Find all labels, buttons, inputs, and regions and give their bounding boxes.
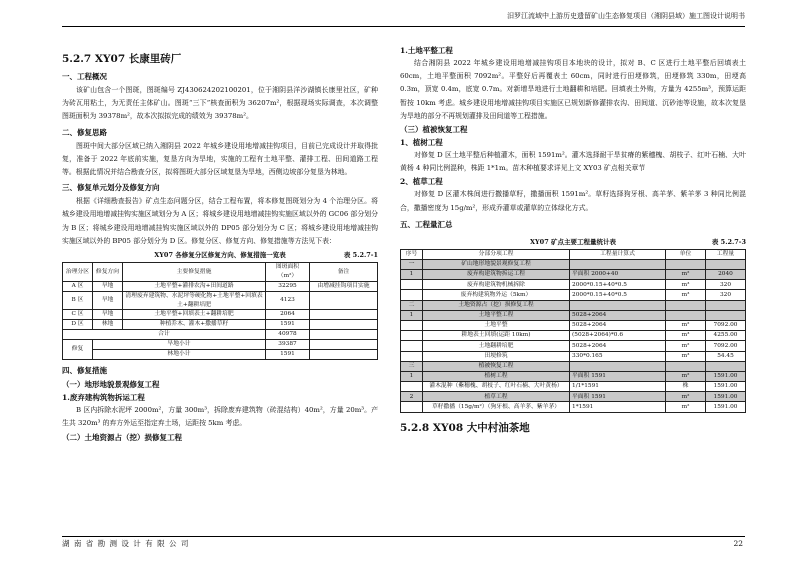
table-header-cell: 工程量 xyxy=(706,249,746,259)
table-cell xyxy=(401,382,423,392)
table-cell xyxy=(666,310,706,320)
table-cell: 平面积 1591 xyxy=(570,392,666,402)
heading-demolition: 1.废弃建构筑物拆运工程 xyxy=(62,393,145,403)
page-number: 22 xyxy=(733,539,743,548)
table-cell: 合计 xyxy=(63,330,266,340)
table-cell xyxy=(310,292,378,310)
paragraph-demolition: B 区内拆除水泥坪 2000m²，方量 300m³，拆除废弃建筑物（砖混结构）40m²，方量 20m³。产生共 320m³ 的弃方外运至指定弃土场，运距按 5km 考虑。 xyxy=(62,406,378,428)
table-cell: 土地平整+回填表土+翻耕培肥 xyxy=(123,310,266,320)
table-cell: m³ xyxy=(666,280,706,290)
table-cell: 1 xyxy=(401,371,423,381)
heading-measures: 四、修复措施 xyxy=(62,366,107,376)
table-cell: D 区 xyxy=(63,320,93,330)
table-row xyxy=(401,320,746,330)
table-row xyxy=(401,290,746,300)
heading-quantities: 五、工程量汇总 xyxy=(400,219,453,229)
section-title: 5.2.7 XY07 长康里砖厂 xyxy=(62,53,182,65)
table-row xyxy=(401,371,746,381)
table-cell: 2 xyxy=(401,392,423,402)
table-cell: 2064 xyxy=(266,310,310,320)
header-title: 汨罗江流域中上游历史遗留矿山生态修复项目（湘阴县域）施工图设计说明书 xyxy=(507,12,745,20)
table-cell: 林地小计 xyxy=(93,350,266,360)
table-cell xyxy=(706,310,746,320)
table-cell: 株 xyxy=(666,382,706,392)
table-row xyxy=(401,331,746,341)
table-row xyxy=(401,361,746,371)
heading-grass: 2、植草工程 xyxy=(400,177,443,187)
table-row xyxy=(401,270,746,280)
table2-number: 表 5.2.7-3 xyxy=(711,237,746,246)
table-cell: 1591.00 xyxy=(706,371,746,381)
heading-landform: （一）地形地貌景观修复工程 xyxy=(62,380,160,390)
table2-caption xyxy=(400,237,746,248)
table-cell: B 区 xyxy=(63,292,93,310)
table-cell: 植草工程 xyxy=(423,392,570,402)
table-header-cell: 修复方向 xyxy=(93,263,123,282)
table-header-cell: 序号 xyxy=(401,249,423,259)
table-cell xyxy=(666,361,706,371)
table-cell xyxy=(310,310,378,320)
table-cell: 草籽撒播（15g/m²）（狗牙根、高羊茅、紫羊茅） xyxy=(423,402,570,412)
table-cell: 1*1591 xyxy=(570,402,666,412)
table-cell: 39387 xyxy=(266,340,310,350)
table-cell: 1591.00 xyxy=(706,382,746,392)
table-row xyxy=(401,351,746,361)
table-cell: (5028+2064)*0.6 xyxy=(570,331,666,341)
table-cell: m² xyxy=(666,270,706,280)
table-row xyxy=(63,310,378,320)
table-cell: 320 xyxy=(706,290,746,300)
table-cell: 一 xyxy=(401,259,423,269)
table-header-row xyxy=(401,249,746,259)
table-cell xyxy=(310,330,378,340)
table-cell xyxy=(570,361,666,371)
table-cell: 54.45 xyxy=(706,351,746,361)
table-header-cell: 备注 xyxy=(310,263,378,282)
table-row xyxy=(401,341,746,351)
table-cell: 2040 xyxy=(706,270,746,280)
table-cell: 平面积 2000+40 xyxy=(570,270,666,280)
table-cell: 耕地表土回填(运距 10km) xyxy=(423,331,570,341)
heading-vegetation: （三）植被恢复工程 xyxy=(400,125,468,135)
table-cell: 32295 xyxy=(266,282,310,292)
table-row xyxy=(401,402,746,412)
table-cell: 植被恢复工程 xyxy=(423,361,570,371)
table-header-cell: 工程量计算式 xyxy=(570,249,666,259)
table-cell: 土地平整 xyxy=(423,320,570,330)
table-cell: C 区 xyxy=(63,310,93,320)
table-cell: 废弃构建筑物外运（5km） xyxy=(423,290,570,300)
table-cell: 1591 xyxy=(266,350,310,360)
table-cell: 旱地 xyxy=(93,310,123,320)
table-cell: 330*0.165 xyxy=(570,351,666,361)
table-cell: 1/1*1591 xyxy=(570,382,666,392)
table-cell: 旱地小计 xyxy=(93,340,266,350)
paragraph-overview: 该矿山包含一个图斑，图斑编号 ZJ430624202100201，位于湘阴县洋沙湖镇长康里社区，矿种为砖瓦用粘土，为无责任主体矿山。图斑“三下”核查面积为 36207m²，根据现场实际调查，本次调整图斑面积为 39378m²，故本次拟拟完成的绩效为 39378m²。 xyxy=(62,86,378,121)
table-cell: 1591.00 xyxy=(706,402,746,412)
table-cell: 土地平整工程 xyxy=(423,310,570,320)
table-cell xyxy=(310,320,378,330)
table-header-cell: 单位 xyxy=(666,249,706,259)
table2-caption-text: XY07 矿点主要工程量统计表 xyxy=(530,237,616,246)
paragraph-grass: 对修复 D 区灌木株间进行撒播草籽，撒播面积 1591m²。草籽选择狗牙根、高羊茅、紫羊茅 3 种同比例混合，撒播密度为 15g/m²，形成乔灌草或灌草的立体绿化方式。 xyxy=(400,190,746,212)
table-cell: 2000*0.15+40*0.5 xyxy=(570,280,666,290)
table-header-cell: 分部分项工程 xyxy=(423,249,570,259)
table-total-row xyxy=(63,330,378,340)
next-section-title: 5.2.8 XY08 大中村油茶地 xyxy=(400,421,530,434)
table-cell xyxy=(706,259,746,269)
zoning-table xyxy=(62,262,378,360)
table-row xyxy=(401,280,746,290)
heading-approach: 二、修复思路 xyxy=(62,127,107,137)
table-cell: 1591.00 xyxy=(706,392,746,402)
table1-caption xyxy=(62,250,378,261)
table-cell xyxy=(706,300,746,310)
table-cell: 7092.00 xyxy=(706,320,746,330)
table-cell: 5028+2064 xyxy=(570,320,666,330)
table-cell: 废弃构建筑物机械拆除 xyxy=(423,280,570,290)
table-cell: 5028+2064 xyxy=(570,310,666,320)
table-cell: 三 xyxy=(401,361,423,371)
paragraph-units: 根据《详细勘查报告》矿点生态问题分区，结合工程布置，将本修复图斑划分为 4 个治理分区。将城乡建设用地增减挂钩实施区域划分为 A 区；将城乡建设用地增减挂钩实施区域以外的 GC06 部分划分为 B 区；将城乡建设用地增减挂钩实施区域以外的 DP05 部分划分为 C 区；将城乡建设用地增减挂钩实施区域以外的 BP05 部分划分为 D 区。修复分区、修复方向、修复措施等方法见下表： xyxy=(62,197,378,245)
table-cell xyxy=(401,290,423,300)
table-cell: 田埂修筑 xyxy=(423,351,570,361)
table-cell: 土地资源占（挖）损修复工程 xyxy=(423,300,570,310)
quantity-table xyxy=(400,249,746,413)
table-cell: A 区 xyxy=(63,282,93,292)
table-subtotal-row xyxy=(63,350,378,360)
table-row xyxy=(63,320,378,330)
table-subtotal-row xyxy=(63,340,378,350)
table-cell: m² xyxy=(666,320,706,330)
table-cell: m³ xyxy=(666,351,706,361)
table-cell: 废弃构建筑物拆运工程 xyxy=(423,270,570,280)
table-cell xyxy=(401,280,423,290)
table-row xyxy=(401,382,746,392)
left-column xyxy=(62,34,378,444)
heading-land-resource: （二）土地资源占（挖）损修复工程 xyxy=(62,432,182,442)
table-row xyxy=(63,282,378,292)
table-cell: 土地翻耕培肥 xyxy=(423,341,570,351)
table-cell xyxy=(666,259,706,269)
table-cell xyxy=(401,402,423,412)
table-cell: 1 xyxy=(401,270,423,280)
table-cell: 二 xyxy=(401,300,423,310)
right-column xyxy=(400,34,746,439)
table-row xyxy=(401,392,746,402)
table-row xyxy=(63,292,378,310)
paragraph-leveling: 结合湘阴县 2022 年城乡建设用地增减挂钩项目本地块的设计，拟对 B、C 区进行土地平整后回填表土 60cm，土地平整面积 7092m²。平整好后再覆表土 60cm，同时进行田埂修筑，田埂修筑 330m，田埂高 0.3m，顶宽 0.4m，底宽 0.7m。对新增旱地进行土地翻耕和培肥。回填表土外购，方量为 4255m³，预算运距暂按 10km 考虑。城乡建设用地增减挂钩项目实施区已规划新修灌排农沟、田间道、沉砂池等设施，故本次复垦为旱地的部分不再规划灌排及田间道等工程措施。 xyxy=(400,59,746,120)
table-cell xyxy=(570,259,666,269)
table-header-row xyxy=(63,263,378,282)
table-cell: m³ xyxy=(666,331,706,341)
table-cell: 2000*0.15+40*0.5 xyxy=(570,290,666,300)
page-header xyxy=(62,8,745,27)
table-cell: 林地 xyxy=(93,320,123,330)
table-cell xyxy=(401,341,423,351)
table-cell: 40978 xyxy=(266,330,310,340)
table-row xyxy=(401,259,746,269)
heading-overview: 一、工程概况 xyxy=(62,72,107,81)
table-cell xyxy=(310,350,378,360)
table-header-cell: 主要修复措施 xyxy=(123,263,266,282)
table-cell: 种植乔木、灌木+撒播草籽 xyxy=(123,320,266,330)
table-cell xyxy=(310,340,378,350)
table-cell: 平面积 1591 xyxy=(570,371,666,381)
table-row xyxy=(401,310,746,320)
table-cell: 320 xyxy=(706,280,746,290)
table-cell xyxy=(706,361,746,371)
table-cell: m² xyxy=(666,371,706,381)
table-cell: m² xyxy=(666,392,706,402)
table-header-cell: 治理分区 xyxy=(63,263,93,282)
table-cell: m³ xyxy=(666,290,706,300)
table-cell: 4123 xyxy=(266,292,310,310)
footer-org: 湖 南 省 勘 测 设 计 有 限 公 司 xyxy=(62,539,190,548)
table-cell: 修复 xyxy=(63,340,93,360)
table-cell: 7092.00 xyxy=(706,341,746,351)
table-cell: m² xyxy=(666,341,706,351)
table-cell xyxy=(570,300,666,310)
table-cell: 土地平整+灌排农沟+田间道路 xyxy=(123,282,266,292)
table-cell: 5028+2064 xyxy=(570,341,666,351)
table-cell: 矿山地形地貌景观修复工程 xyxy=(423,259,570,269)
heading-units: 三、修复单元划分及修复方向 xyxy=(62,183,160,193)
table-cell: 4255.00 xyxy=(706,331,746,341)
table1-caption-text: XY07 各修复分区修复方向、修复措施一览表 xyxy=(154,251,286,260)
paragraph-planting: 对修复 D 区土地平整后种植灌木，面积 1591m²。灌木选择耐干旱贫瘠的紫穗槐、胡枝子、红叶石楠、大叶黄杨 4 种同比例混种，株距 1*1m。苗木种植要求详见上文 XY03 矿点相关章节 xyxy=(400,151,746,173)
table-cell xyxy=(401,351,423,361)
table-cell: 由增减挂钩项目实施 xyxy=(310,282,378,292)
table-header-cell: 图斑面积（m²） xyxy=(266,263,310,282)
table1-number: 表 5.2.7-1 xyxy=(343,251,378,260)
paragraph-approach: 图斑中间大部分区域已纳入湘阴县 2022 年城乡建设用地增减挂钩项目，目前已完成设计并取得批复，准备于 2022 年底前实施，复垦方向为旱地，实施的工程有土地平整、灌排工程、田间道路工程等。根据此情况并结合勘查分区，拟将图斑大部分区域复垦为旱地，西侧边坡部分复垦为林地。 xyxy=(62,141,378,177)
table-cell xyxy=(666,300,706,310)
page-footer xyxy=(62,536,745,548)
heading-planting: 1、植树工程 xyxy=(400,138,443,148)
table-cell: 灌木混种（紫穗槐、胡枝子、红叶石楠、大叶黄杨） xyxy=(423,382,570,392)
table-cell: m² xyxy=(666,402,706,412)
table-cell: 旱地 xyxy=(93,282,123,292)
table-cell xyxy=(401,320,423,330)
table-cell xyxy=(401,331,423,341)
table-cell: 1591 xyxy=(266,320,310,330)
table-row xyxy=(401,300,746,310)
heading-leveling: 1.土地平整工程 xyxy=(400,46,453,55)
table-cell: 1 xyxy=(401,310,423,320)
table-cell: 植树工程 xyxy=(423,371,570,381)
table-cell: 清理废弃建筑物、水泥坪等硬化物+土地平整+回填表土+翻耕培肥 xyxy=(123,292,266,310)
table-cell: 旱地 xyxy=(93,292,123,310)
